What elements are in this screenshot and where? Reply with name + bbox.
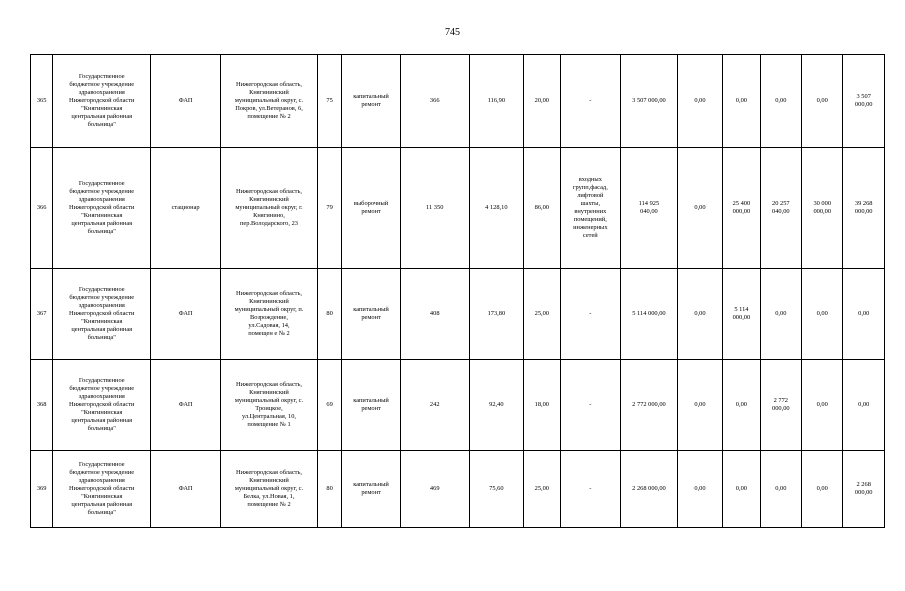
organization-name: Государственное бюджетное учреждение здравоохранения Нижегородской области "Княгининская центральная районная больница" [53, 451, 151, 528]
repair-type: выборочный ремонт [342, 148, 401, 269]
row-number: 366 [31, 148, 53, 269]
year-cost-1: 0,00 [677, 148, 722, 269]
works-list: входных групп,фасад, лифтовой шахты, внутренних помещений, инженерных сетей [560, 148, 621, 269]
facility-type: ФАП [151, 360, 221, 451]
facility-address: Нижегородская область, Княгининский муниципальный округ, с. Покров, ул.Ветеранов, 6, помещение № 2 [220, 55, 317, 148]
row-number: 369 [31, 451, 53, 528]
facility-type: стационар [151, 148, 221, 269]
volume-value: 366 [400, 55, 469, 148]
volume-value: 11 350 [400, 148, 469, 269]
year-cost-2: 5 114 000,00 [723, 269, 760, 360]
facility-address: Нижегородская область, Княгининский муниципальный округ, с. Троицкое, ул.Центральная, 10, помещение № 1 [220, 360, 317, 451]
area-value: 92,40 [469, 360, 524, 451]
repair-type: капитальный ремонт [342, 451, 401, 528]
works-list: - [560, 360, 621, 451]
year-cost-5: 2 268 000,00 [843, 451, 885, 528]
area-value: 173,80 [469, 269, 524, 360]
year-cost-5: 3 507 000,00 [843, 55, 885, 148]
building-year: 80 [318, 451, 342, 528]
organization-name: Государственное бюджетное учреждение здравоохранения Нижегородской области "Княгининская центральная районная больница" [53, 55, 151, 148]
total-cost: 114 925 040,00 [621, 148, 678, 269]
facility-address: Нижегородская область, Княгининский муниципальный округ, п. Возрождение, ул.Садовая, 14, помещен е № 2 [220, 269, 317, 360]
wear-value: 25,00 [524, 451, 560, 528]
table-row [31, 269, 885, 360]
organization-name: Государственное бюджетное учреждение здравоохранения Нижегородской области "Княгининская центральная районная больница" [53, 360, 151, 451]
table-row [31, 360, 885, 451]
facility-type: ФАП [151, 451, 221, 528]
table-row [31, 55, 885, 148]
year-cost-5: 0,00 [843, 360, 885, 451]
facility-address: Нижегородская область, Княгининский муниципальный округ, г. Княгинино, пер.Володарского, 23 [220, 148, 317, 269]
year-cost-4: 30 000 000,00 [802, 148, 843, 269]
building-year: 80 [318, 269, 342, 360]
building-year: 75 [318, 55, 342, 148]
facility-address: Нижегородская область, Княгининский муниципальный округ, с. Белка, ул.Новая, 1, помещение № 2 [220, 451, 317, 528]
repair-type: капитальный ремонт [342, 269, 401, 360]
year-cost-2: 0,00 [723, 451, 760, 528]
year-cost-1: 0,00 [677, 269, 722, 360]
volume-value: 242 [400, 360, 469, 451]
facilities-table [30, 54, 885, 528]
row-number: 368 [31, 360, 53, 451]
wear-value: 20,00 [524, 55, 560, 148]
works-list: - [560, 55, 621, 148]
year-cost-5: 39 268 000,00 [843, 148, 885, 269]
facility-type: ФАП [151, 269, 221, 360]
year-cost-3: 0,00 [760, 55, 801, 148]
organization-name: Государственное бюджетное учреждение здравоохранения Нижегородской области "Княгининская центральная районная больница" [53, 269, 151, 360]
volume-value: 408 [400, 269, 469, 360]
repair-type: капитальный ремонт [342, 55, 401, 148]
year-cost-2: 0,00 [723, 55, 760, 148]
year-cost-4: 0,00 [802, 55, 843, 148]
year-cost-4: 0,00 [802, 451, 843, 528]
building-year: 79 [318, 148, 342, 269]
year-cost-3: 0,00 [760, 451, 801, 528]
year-cost-3: 0,00 [760, 269, 801, 360]
wear-value: 86,00 [524, 148, 560, 269]
year-cost-5: 0,00 [843, 269, 885, 360]
wear-value: 25,00 [524, 269, 560, 360]
year-cost-3: 20 257 040,00 [760, 148, 801, 269]
organization-name: Государственное бюджетное учреждение здравоохранения Нижегородской области "Княгининская центральная районная больница" [53, 148, 151, 269]
table-body [31, 55, 885, 528]
year-cost-1: 0,00 [677, 451, 722, 528]
building-year: 69 [318, 360, 342, 451]
year-cost-3: 2 772 000,00 [760, 360, 801, 451]
page-number: 745 [445, 27, 460, 38]
area-value: 4 128,10 [469, 148, 524, 269]
total-cost: 2 268 000,00 [621, 451, 678, 528]
wear-value: 18,00 [524, 360, 560, 451]
table-row [31, 148, 885, 269]
area-value: 116,90 [469, 55, 524, 148]
volume-value: 469 [400, 451, 469, 528]
area-value: 75,60 [469, 451, 524, 528]
total-cost: 2 772 000,00 [621, 360, 678, 451]
repair-type: капитальный ремонт [342, 360, 401, 451]
works-list: - [560, 451, 621, 528]
works-list: - [560, 269, 621, 360]
table-row [31, 451, 885, 528]
year-cost-1: 0,00 [677, 360, 722, 451]
year-cost-1: 0,00 [677, 55, 722, 148]
row-number: 365 [31, 55, 53, 148]
total-cost: 5 114 000,00 [621, 269, 678, 360]
year-cost-2: 0,00 [723, 360, 760, 451]
facility-type: ФАП [151, 55, 221, 148]
total-cost: 3 507 000,00 [621, 55, 678, 148]
row-number: 367 [31, 269, 53, 360]
year-cost-4: 0,00 [802, 360, 843, 451]
year-cost-4: 0,00 [802, 269, 843, 360]
year-cost-2: 25 400 000,00 [723, 148, 760, 269]
